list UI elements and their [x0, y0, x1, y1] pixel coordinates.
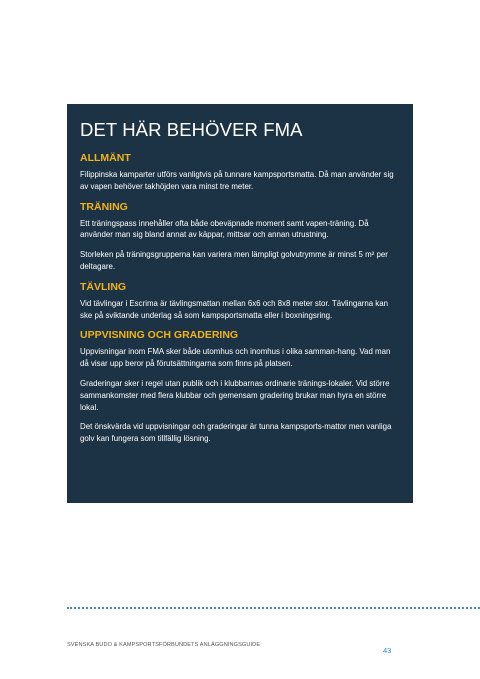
section-paragraph: Ett träningspass innehåller ofta både obeväpnade moment samt vapen-träning. Då använder man sig bland annat av käppar, mittsar och annan utrustning.	[80, 218, 369, 240]
box-title: DET HÄR BEHÖVER FMA	[80, 119, 303, 140]
section-heading-allmant: ALLMÄNT	[80, 152, 131, 164]
section-paragraph: Vid tävlingar i Escrima är tävlingsmattan mellan 6x6 och 8x8 meter stor. Tävlingarna kan ske på sviktande underlag så som kampsportsmatta eller i boxningsring.	[80, 298, 389, 320]
section-paragraph: Det önskvärda vid uppvisningar och graderingar är tunna kampsports-mattor men vanliga golv kan fungera som tillfällig lösning.	[80, 422, 392, 444]
page-number: 43	[383, 646, 392, 655]
footer-divider	[67, 607, 480, 609]
section-heading-uppvisning: UPPVISNING OCH GRADERING	[80, 329, 239, 342]
section-paragraph: Graderingar sker i regel utan publik och i klubbarnas ordinarie tränings-lokaler. Vid större sammankomster med flera klubbar och gemensam gradering brukar man hyra en större lokal.	[80, 378, 390, 412]
footer-title: SVENSKA BUDO & KAMPSPORTSFÖRBUNDETS ANLÄGGNINGSGUIDE	[67, 642, 261, 648]
section-heading-traning: TRÄNING	[80, 200, 128, 213]
section-paragraph: Filippinska kamparter utförs vanligtvis på tunnare kampsportsmatta. Då man använder sig av vapen behöver takhöjden vara minst tre meter.	[80, 170, 394, 191]
section-paragraph: Storleken på träningsgrupperna kan variera men lämpligt golvutrymme är minst 5 m² per deltagare.	[80, 250, 388, 271]
section-heading-tavling: TÄVLING	[80, 280, 127, 293]
section-paragraph: Uppvisningar inom FMA sker både utomhus och inomhus i olika samman-hang. Vad man då visar upp beror på förutsättningarna som finns på platsen.	[80, 347, 391, 369]
info-box	[67, 104, 413, 503]
